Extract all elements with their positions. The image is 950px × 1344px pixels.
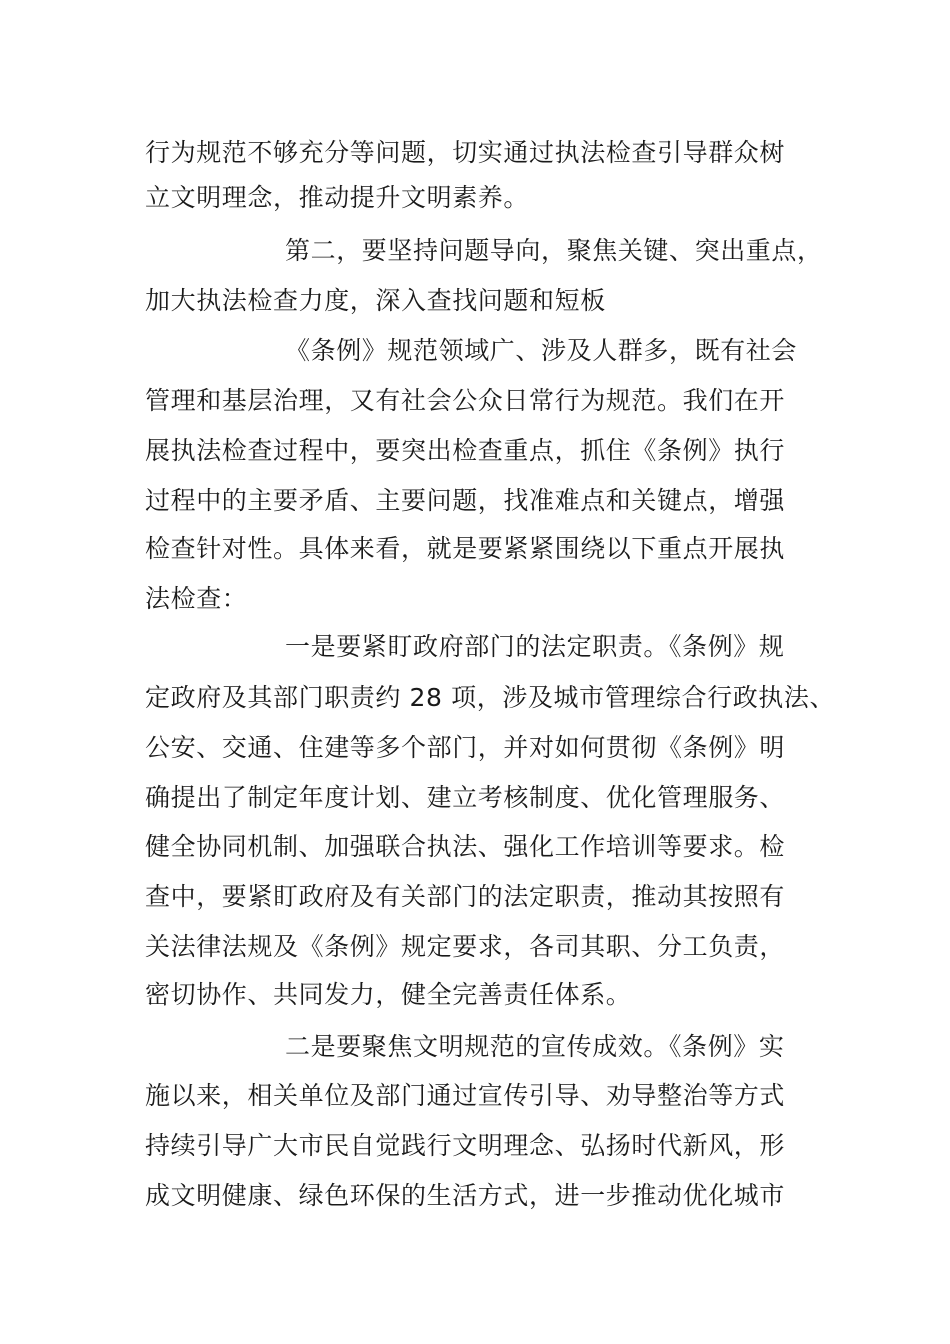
text-line: 法检查：	[145, 584, 248, 613]
text-line: 公安、交通、住建等多个部门，并对如何贯彻《条例》明	[145, 733, 786, 762]
text-line: 定政府及其部门职责约 28 项，涉及城市管理综合行政执法、	[145, 683, 836, 712]
text-line: 关法律法规及《条例》规定要求，各司其职、分工负责，	[145, 932, 786, 961]
text-line: 检查针对性。具体来看，就是要紧紧围绕以下重点开展执	[145, 534, 786, 563]
text-line: 立文明理念，推动提升文明素养。	[145, 183, 530, 212]
text-line: 一是要紧盯政府部门的法定职责。《条例》规	[285, 632, 785, 661]
text-line: 密切协作、共同发力，健全完善责任体系。	[145, 980, 632, 1009]
text-line: 二是要聚焦文明规范的宣传成效。《条例》实	[285, 1032, 785, 1061]
text-line: 查中，要紧盯政府及有关部门的法定职责，推动其按照有	[145, 882, 786, 911]
heading-line: 加大执法检查力度，深入查找问题和短板	[145, 286, 606, 315]
text-line: 持续引导广大市民自觉践行文明理念、弘扬时代新风，形	[145, 1131, 786, 1160]
text-line: 展执法检查过程中，要突出检查重点，抓住《条例》执行	[145, 436, 786, 465]
text-line: 成文明健康、绿色环保的生活方式，进一步推动优化城市	[145, 1181, 786, 1210]
text-line: 行为规范不够充分等问题，切实通过执法检查引导群众树	[145, 138, 786, 167]
text-line: 《条例》规范领域广、涉及人群多，既有社会	[285, 336, 798, 365]
text-line: 过程中的主要矛盾、主要问题，找准难点和关键点，增强	[145, 486, 786, 515]
text-line: 健全协同机制、加强联合执法、强化工作培训等要求。检	[145, 832, 786, 861]
heading-line: 第二，要坚持问题导向，聚焦关键、突出重点，	[285, 236, 823, 265]
text-line: 确提出了制定年度计划、建立考核制度、优化管理服务、	[145, 783, 786, 812]
text-line: 施以来，相关单位及部门通过宣传引导、劝导整治等方式	[145, 1081, 786, 1110]
text-line: 管理和基层治理，又有社会公众日常行为规范。我们在开	[145, 386, 786, 415]
